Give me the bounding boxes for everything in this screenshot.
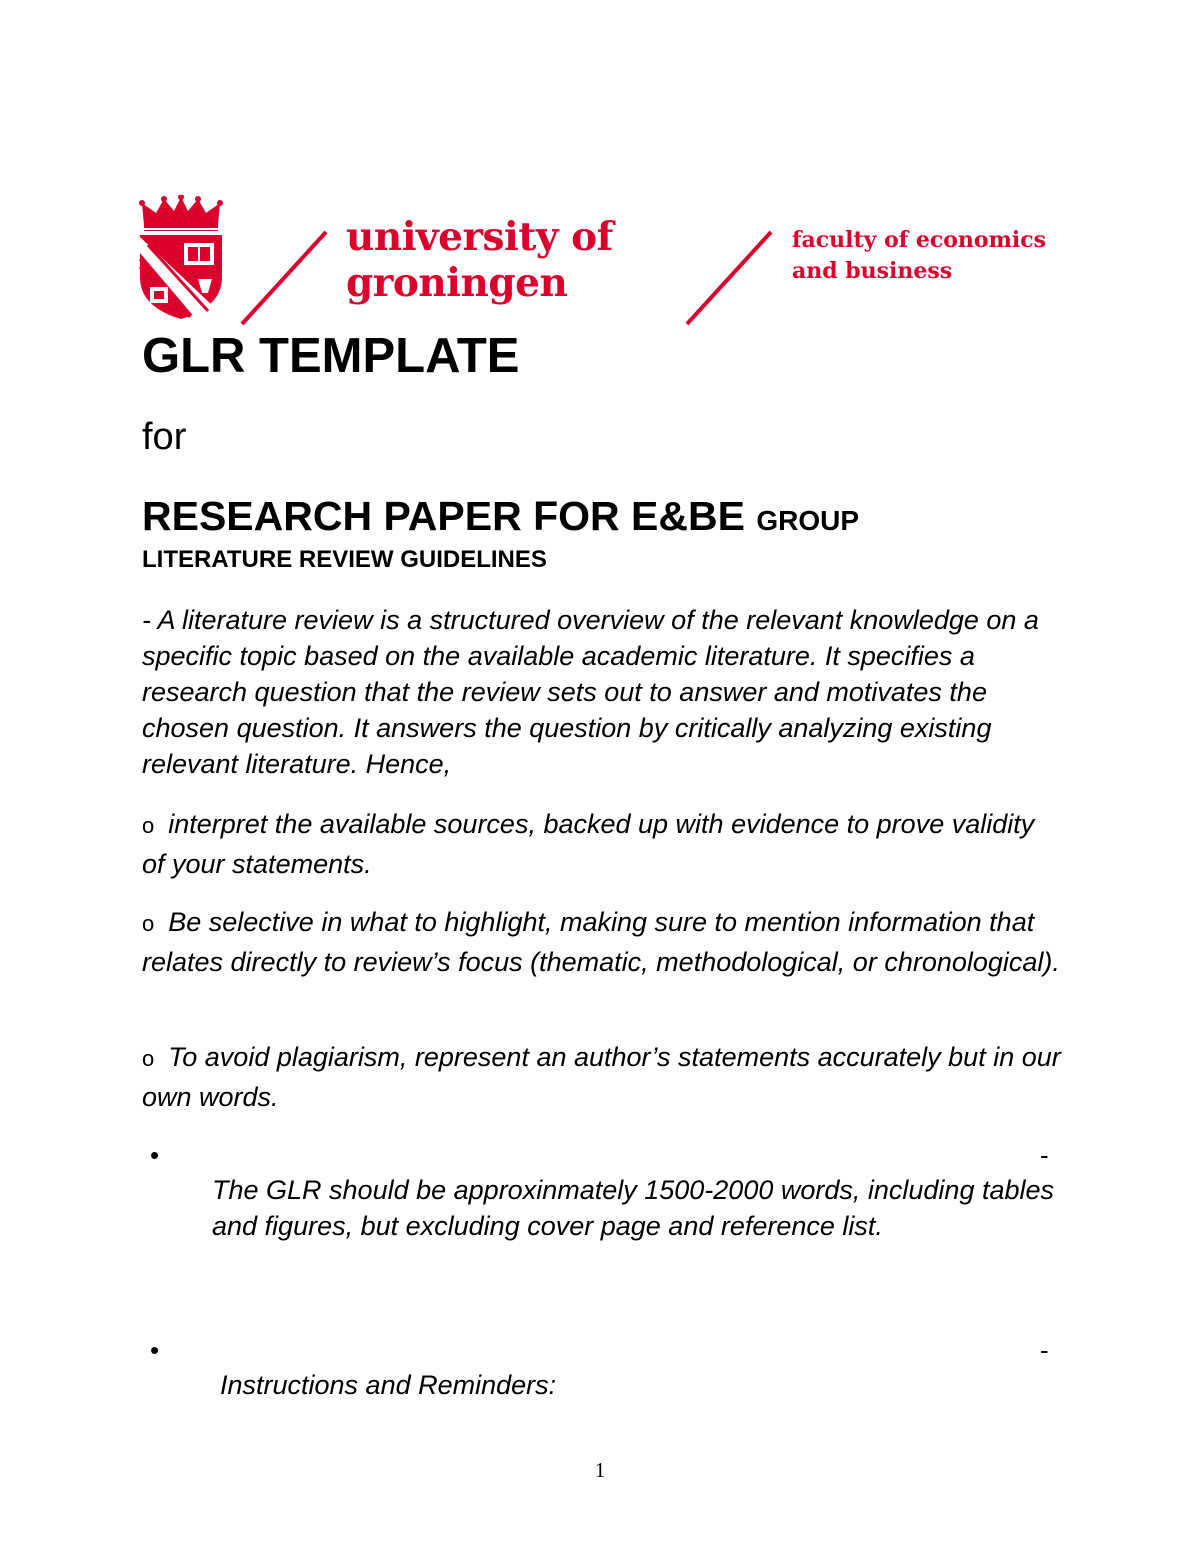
bullet-dot-icon: • xyxy=(150,1335,160,1365)
circle-bullet-icon: o xyxy=(142,911,155,936)
list-item xyxy=(142,1038,1062,1117)
research-title-text: RESEARCH PAPER FOR E&BE xyxy=(142,493,745,539)
intro-paragraph: - A literature review is a structured overview of the relevant knowledge on a specific topic based on the available academic literature. It specifies a research question that the review sets out to answer and motivates the chosen question. It answers the question by critically analyzing existing relevant literature. Hence, xyxy=(142,605,1039,779)
section-subtitle: LITERATURE REVIEW GUIDELINES xyxy=(142,546,547,573)
circle-bullet-icon: o xyxy=(142,813,155,838)
university-name xyxy=(346,214,613,306)
circle-bullet-icon: o xyxy=(142,1046,155,1071)
faculty-name xyxy=(792,225,1046,287)
bullet-dash: - xyxy=(1040,1335,1049,1365)
bullet-dash: - xyxy=(1040,1140,1049,1170)
faculty-name-line-1: faculty of economics xyxy=(792,227,1047,253)
word-count-note: The GLR should be approxinmately 1500-2000 words, including tables and figures, but excluding cover page and reference list. xyxy=(212,1175,1055,1241)
list-item-text: interpret the available sources, backed up with evidence to prove validity of your statements. xyxy=(142,809,1035,879)
research-title-group: GROUP xyxy=(756,505,860,536)
list-item-text: To avoid plagiarism, represent an author’s statements accurately but in our own words. xyxy=(142,1042,1061,1112)
page-number: 1 xyxy=(594,1458,606,1482)
list-item-text: Be selective in what to highlight, making sure to mention information that relates directly to review’s focus (thematic, methodological, or chronological). xyxy=(142,907,1060,977)
instructions-heading: Instructions and Reminders: xyxy=(220,1370,557,1400)
document-title: GLR TEMPLATE xyxy=(142,329,520,383)
slash-divider-icon xyxy=(238,228,330,328)
slash-divider-icon xyxy=(683,228,775,328)
university-crest-icon xyxy=(138,195,224,321)
university-name-line-2: groningen xyxy=(346,260,568,306)
university-name-line-1: university of xyxy=(346,214,613,260)
bullet-dot-icon: • xyxy=(150,1140,160,1170)
list-item xyxy=(142,805,1062,884)
research-title xyxy=(142,489,859,548)
list-item xyxy=(142,903,1062,981)
faculty-name-line-2: and business xyxy=(792,258,953,284)
title-for: for xyxy=(142,416,187,458)
